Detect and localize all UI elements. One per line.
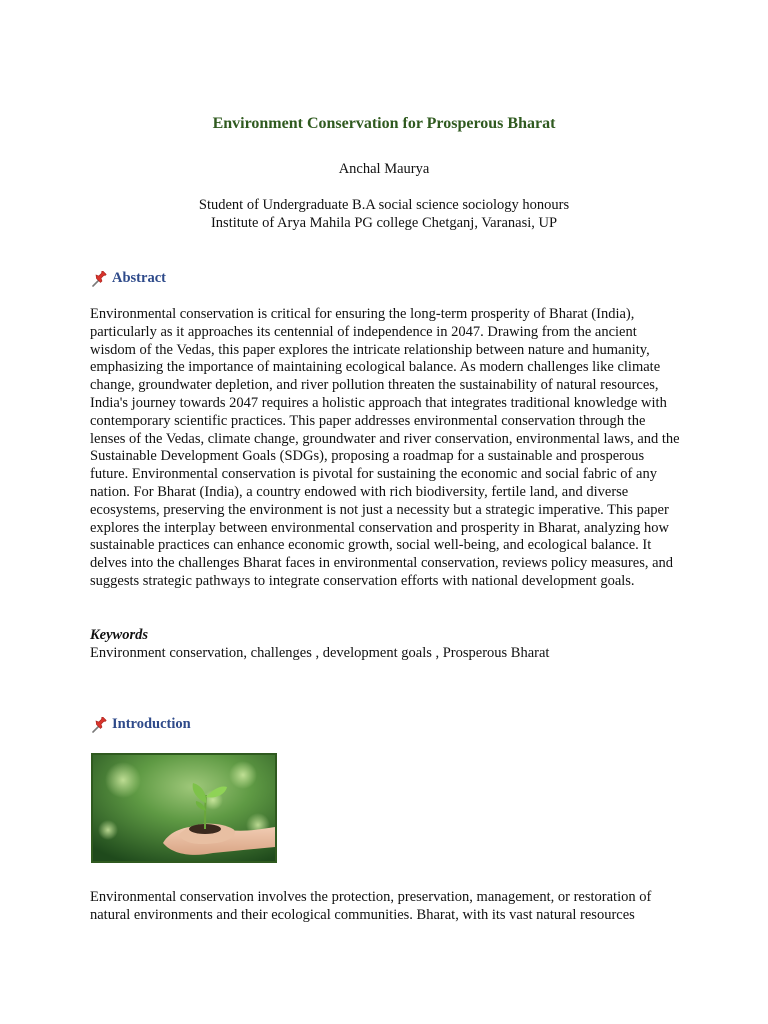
introduction-heading (90, 716, 191, 733)
abstract-heading (90, 270, 166, 287)
pushpin-icon (90, 717, 108, 733)
hands-holding-seedling-image (91, 753, 277, 863)
keywords-body: Environment conservation, challenges , development goals , Prosperous Bharat (90, 645, 550, 661)
introduction-heading-label: Introduction (112, 716, 191, 732)
keywords-label: Keywords (90, 627, 148, 643)
author-name: Anchal Maurya (338, 161, 430, 177)
affiliation-line: Institute of Arya Mahila PG college Chetganj, Varanasi, UP (210, 215, 558, 231)
abstract-body: Environmental conservation is critical for ensuring the long-term prosperity of Bharat (India), particularly as it approaches its centennial of independence in 2047. Drawing from the ancient wisdom of the Vedas, this paper explores the intricate relationship between nature and humanity, emphasizing the importance of maintaining ecological balance. As modern challenges like climate change, groundwater depletion, and river pollution threaten the sustainability of natural resources, India's journey towards 2047 requires a holistic approach that integrates traditional knowledge with contemporary scientific practices. This paper addresses environmental conservation through the lenses of the Vedas, climate change, groundwater and river conservation, environmental laws, and the Sustainable Development Goals (SDGs), proposing a roadmap for a sustainable and prosperous future. Environmental conservation is pivotal for sustaining the economic and social fabric of any nation. For Bharat (India), a country endowed with rich biodiversity, fertile land, and diverse ecosystems, preserving the environment is not just a necessity but a strategic imperative. This paper explores the interplay between environmental conservation and prosperity in Bharat, analyzing how sustainable practices can enhance economic growth, social well-being, and ecological balance. It delves into the challenges Bharat faces in environmental conservation, reviews policy measures, and suggests strategic pathways to integrate conservation efforts with national development goals. (90, 306, 680, 589)
abstract-heading-label: Abstract (112, 270, 166, 286)
paper-title: Environment Conservation for Prosperous Bharat (212, 115, 556, 132)
author-affiliation (0, 196, 768, 232)
affiliation-line: Student of Undergraduate B.A social science sociology honours (198, 197, 570, 213)
pushpin-icon (90, 271, 108, 287)
introduction-body: Environmental conservation involves the protection, preservation, management, or restoration of natural environments and their ecological communities. Bharat, with its vast natural resources (90, 889, 652, 923)
